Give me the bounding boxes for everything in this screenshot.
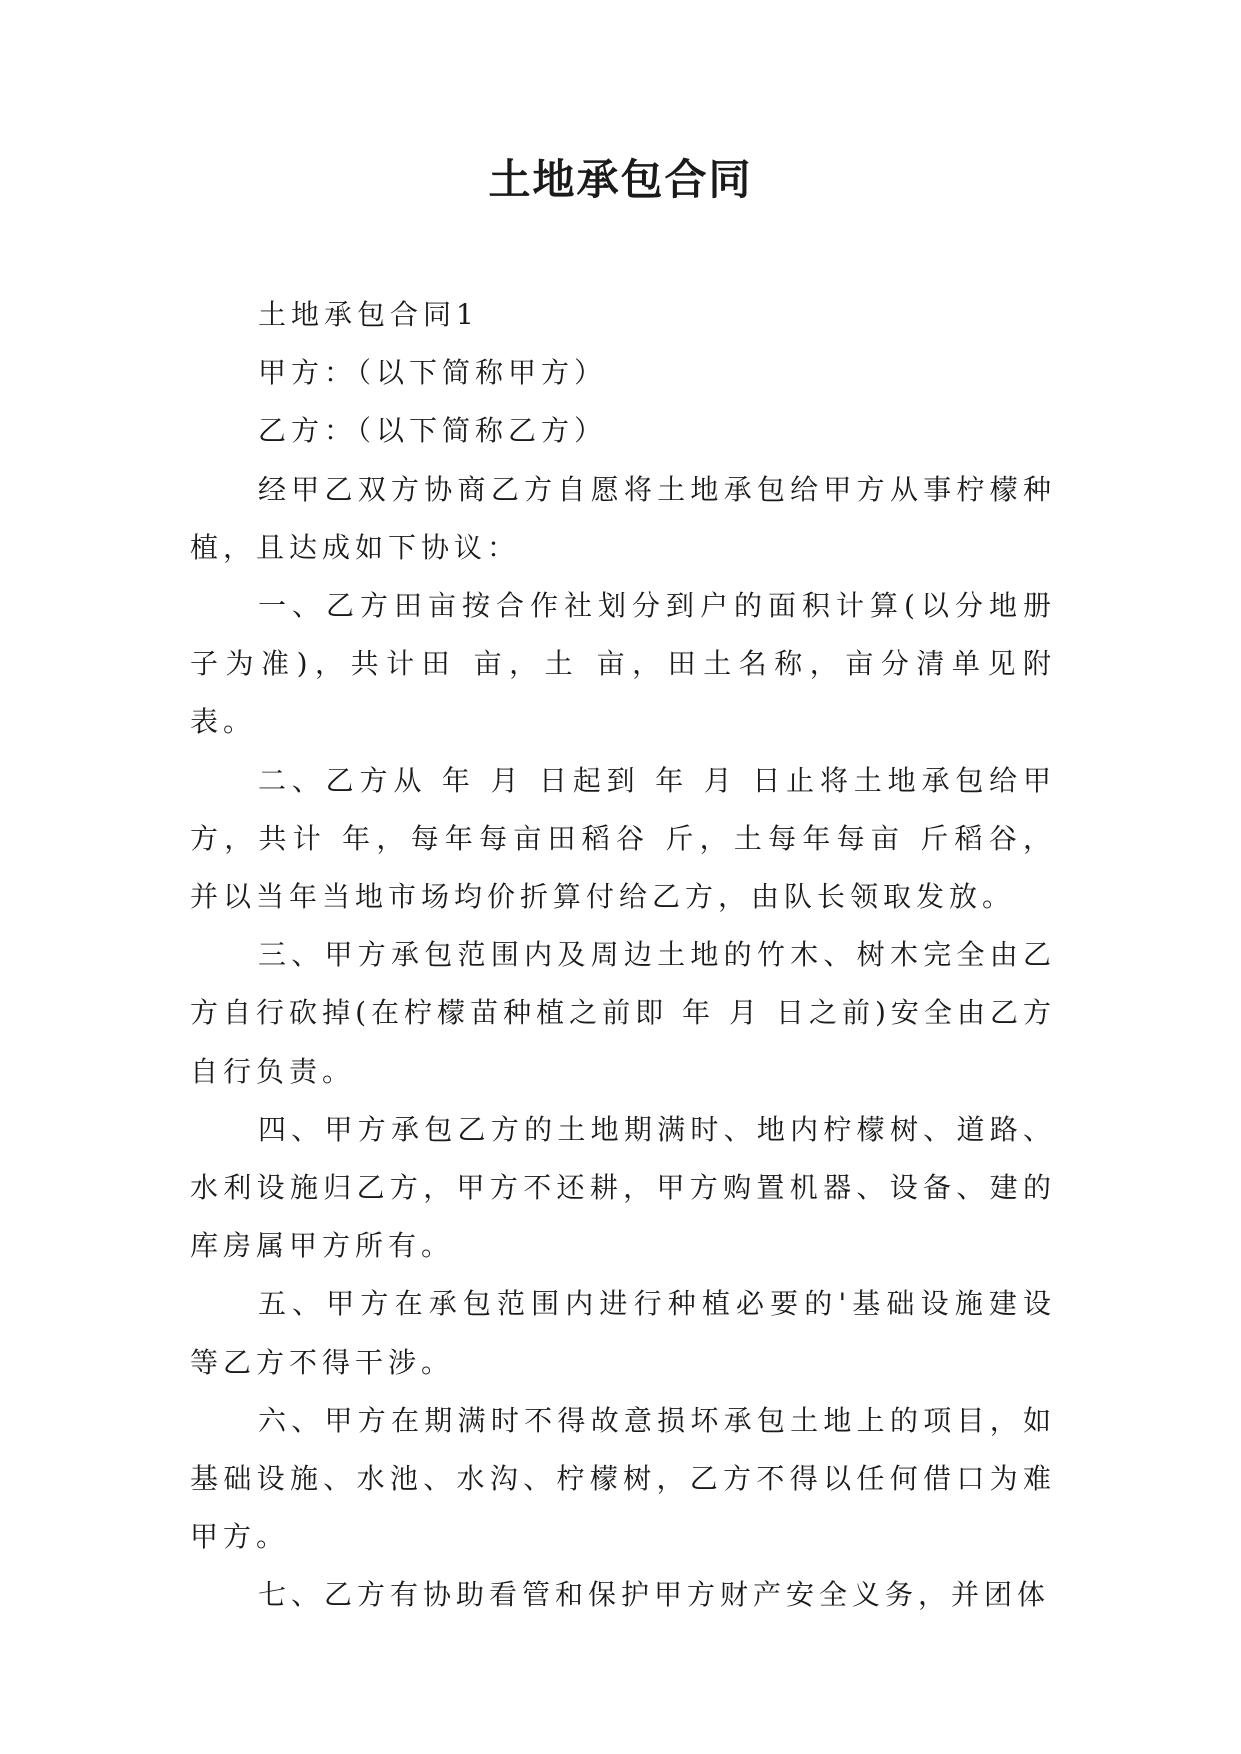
paragraph-preamble: 经甲乙双方协商乙方自愿将土地承包给甲方从事柠檬种植，且达成如下协议： xyxy=(190,472,1056,564)
document-title: 土地承包合同 xyxy=(488,155,753,204)
paragraph-party-b: 乙方：（以下简称乙方） xyxy=(258,414,608,448)
paragraph-clause-4: 四、甲方承包乙方的土地期满时、地内柠檬树、道路、水利设施归乙方，甲方不还耕，甲方购置机器、设备、建的库房属甲方所有。 xyxy=(190,1112,1056,1263)
paragraph-clause-1: 一、乙方田亩按合作社划分到户的面积计算(以分地册子为准)，共计田 亩，土 亩，田土名称，亩分清单见附表。 xyxy=(190,589,1056,739)
paragraph-clause-6: 六、甲方在期满时不得故意损坏承包土地上的项目，如基础设施、水池、水沟、柠檬树，乙方不得以任何借口为难甲方。 xyxy=(190,1403,1056,1554)
paragraph-clause-5: 五、甲方在承包范围内进行种植必要的'基础设施建设等乙方不得干涉。 xyxy=(190,1287,1056,1379)
paragraph-heading: 土地承包合同1 xyxy=(258,298,479,331)
paragraph-clause-7: 七、乙方有协助看管和保护甲方财产安全义务，并团体 xyxy=(258,1578,1051,1612)
paragraph-clause-2: 二、乙方从 年 月 日起到 年 月 日止将土地承包给甲方，共计 年，每年每亩田稻谷 斤，土每年每亩 斤稻谷，并以当年当地市场均价折算付给乙方，由队长领取发放。 xyxy=(190,763,1056,914)
document-body xyxy=(190,286,1056,1625)
paragraph-clause-3: 三、甲方承包范围内及周边土地的竹木、树木完全由乙方自行砍掉(在柠檬苗种植之前即 年 月 日之前)安全由乙方自行负责。 xyxy=(190,938,1056,1088)
paragraph-party-a: 甲方：（以下简称甲方） xyxy=(258,356,608,390)
